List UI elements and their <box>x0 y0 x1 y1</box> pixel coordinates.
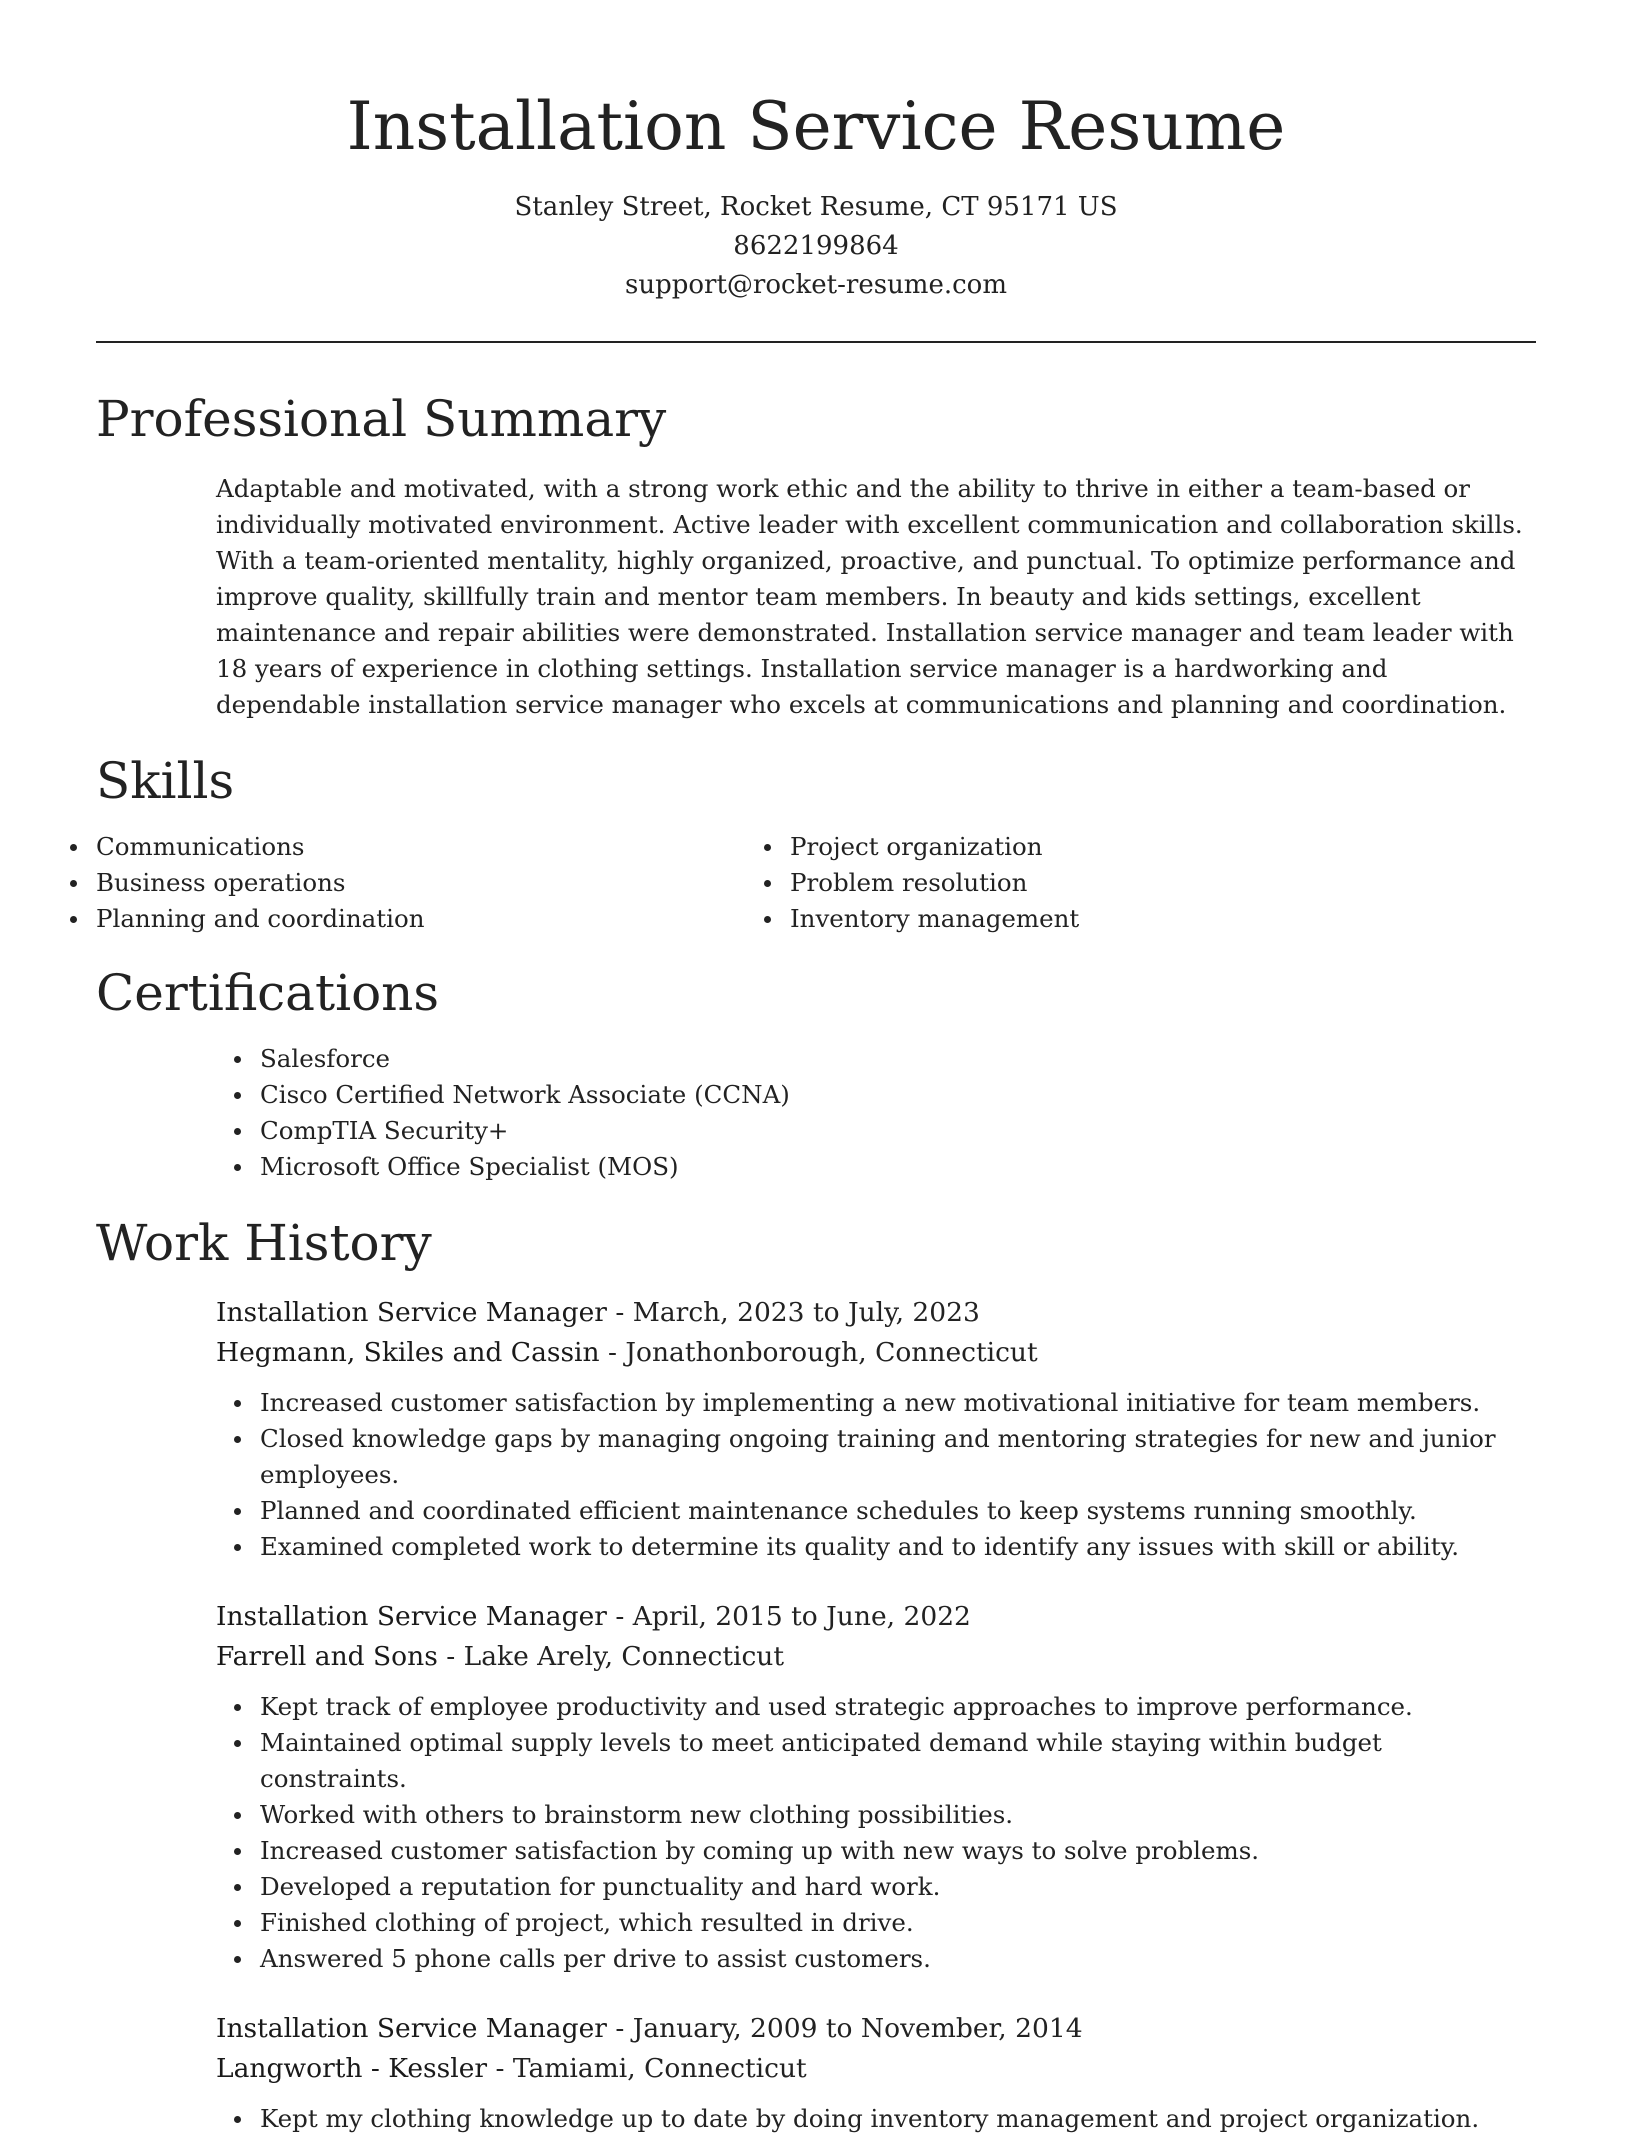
job-company-line <box>216 1333 1536 1373</box>
job-dates: - April, 2015 to June, 2022 <box>606 1601 971 1632</box>
skills-right-list <box>746 829 1386 937</box>
job-entry <box>216 1293 1536 1565</box>
certifications-list <box>260 1041 1536 1185</box>
job-bullet-list <box>260 2101 1536 2137</box>
resume-title: Installation Service Resume <box>346 88 1286 165</box>
job-company: Farrell and Sons <box>216 1641 438 1672</box>
job-bullet: Increased customer satisfaction by coming up with new ways to solve problems. <box>260 1833 1536 1869</box>
job-company-line <box>216 2049 1536 2089</box>
job-location: - Lake Arely, Connecticut <box>437 1641 785 1672</box>
job-company: Langworth - Kessler <box>216 2053 488 2084</box>
contact-block <box>96 188 1536 305</box>
resume-header <box>96 0 1536 305</box>
job-title-line <box>216 2009 1536 2049</box>
job-dates: - March, 2023 to July, 2023 <box>606 1297 980 1328</box>
job-bullet: Maintained optimal supply levels to meet anticipated demand while staying within budget constraints. <box>260 1725 1536 1797</box>
certification-item: Cisco Certified Network Associate (CCNA) <box>260 1077 1536 1113</box>
job-location: - Tamiami, Connecticut <box>487 2053 807 2084</box>
skills-grid <box>96 829 1536 937</box>
skills-heading: Skills <box>96 752 235 810</box>
job-dates: - January, 2009 to November, 2014 <box>606 2013 1083 2044</box>
job-title: Installation Service Manager <box>216 2013 607 2044</box>
job-bullet: Answered 5 phone calls per drive to assist customers. <box>260 1941 1536 1977</box>
job-bullet: Planned and coordinated efficient maintenance schedules to keep systems running smoothly. <box>260 1493 1536 1529</box>
job-bullet: Developed a reputation for punctuality and hard work. <box>260 1869 1536 1905</box>
job-bullet-list <box>260 1689 1536 1977</box>
contact-email: support@rocket-resume.com <box>624 270 1007 300</box>
skill-item: Inventory management <box>790 901 1386 937</box>
job-title-line <box>216 1597 1536 1637</box>
job-title: Installation Service Manager <box>216 1297 607 1328</box>
skill-item: Planning and coordination <box>96 901 746 937</box>
job-bullet: Examined completed work to determine its quality and to identify any issues with skill or ability. <box>260 1529 1536 1565</box>
job-entry <box>216 2009 1536 2137</box>
job-company: Hegmann, Skiles and Cassin <box>216 1337 600 1368</box>
skill-item: Communications <box>96 829 746 865</box>
summary-text: Adaptable and motivated, with a strong work ethic and the ability to thrive in either a team-based or individually motivated environment. Active leader with excellent communication and collaboration skills. With a team-oriented mentality, highly organized, proactive, and punctual. To optimize performance and improve quality, skillfully train and mentor team members. In beauty and kids settings, excellent maintenance and repair abilities were demonstrated. Installation service manager and team leader with 18 years of experience in clothing settings. Installation service manager is a hardworking and dependable installation service manager who excels at communications and planning and coordination. <box>216 474 1523 719</box>
certification-item: Microsoft Office Specialist (MOS) <box>260 1149 1536 1185</box>
job-title-line <box>216 1293 1536 1333</box>
skill-item: Problem resolution <box>790 865 1386 901</box>
job-title: Installation Service Manager <box>216 1601 607 1632</box>
header-divider <box>96 341 1536 343</box>
contact-address: Stanley Street, Rocket Resume, CT 95171 US <box>514 192 1118 222</box>
job-bullet: Kept track of employee productivity and used strategic approaches to improve performance. <box>260 1689 1536 1725</box>
skill-item: Business operations <box>96 865 746 901</box>
job-bullet: Increased customer satisfaction by implementing a new motivational initiative for team members. <box>260 1385 1536 1421</box>
job-entry <box>216 1597 1536 1977</box>
skill-item: Project organization <box>790 829 1386 865</box>
job-bullet: Finished clothing of project, which resulted in drive. <box>260 1905 1536 1941</box>
job-location: - Jonathonborough, Connecticut <box>599 1337 1038 1368</box>
certifications-heading: Certifications <box>96 964 440 1022</box>
certification-item: Salesforce <box>260 1041 1536 1077</box>
work-history-heading: Work History <box>96 1214 432 1272</box>
job-bullet: Worked with others to brainstorm new clothing possibilities. <box>260 1797 1536 1833</box>
contact-phone: 8622199864 <box>733 231 899 261</box>
job-bullet: Closed knowledge gaps by managing ongoing training and mentoring strategies for new and junior employees. <box>260 1421 1536 1493</box>
skills-left-list <box>96 829 746 937</box>
job-bullet: Kept my clothing knowledge up to date by doing inventory management and project organization. <box>260 2101 1536 2137</box>
summary-heading: Professional Summary <box>96 390 667 448</box>
certification-item: CompTIA Security+ <box>260 1113 1536 1149</box>
job-bullet-list <box>260 1385 1536 1565</box>
job-company-line <box>216 1637 1536 1677</box>
